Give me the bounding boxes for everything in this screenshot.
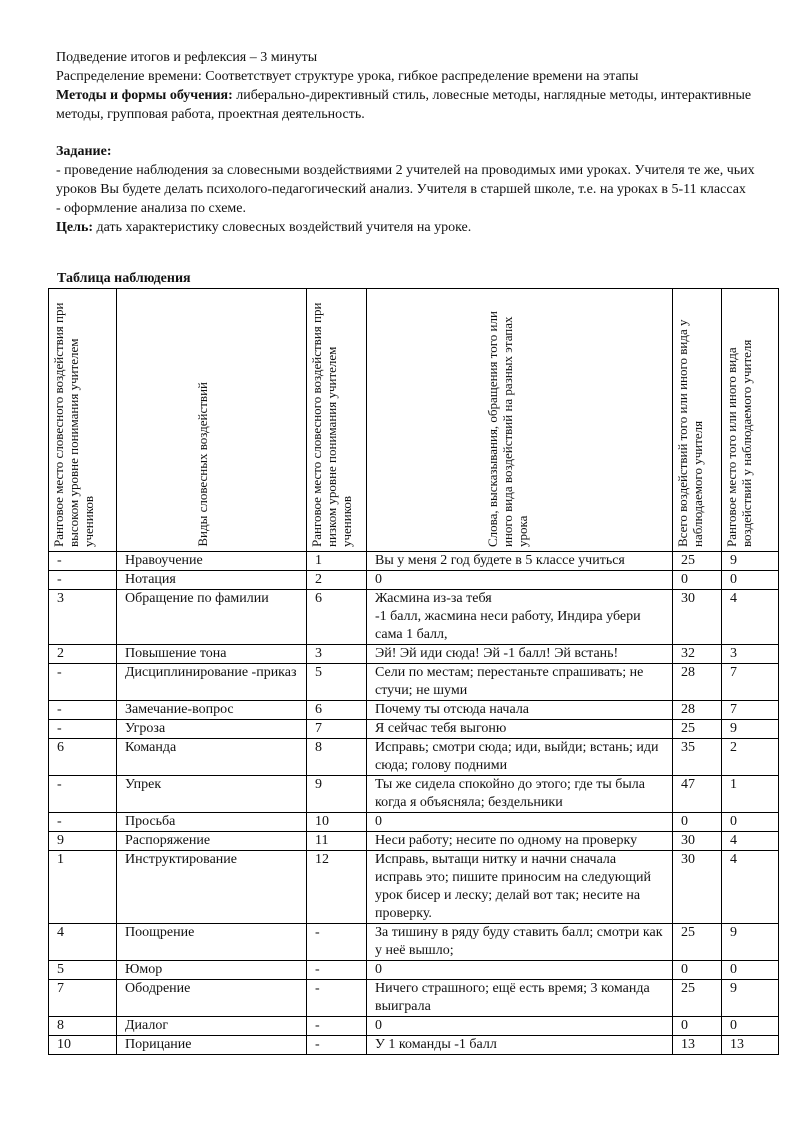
cell-high-level-rank: - [49, 813, 117, 832]
cell-observed-rank: 2 [722, 739, 779, 776]
cell-influence-type: Обращение по фамилии [117, 590, 307, 645]
cell-words: Ты же сидела спокойно до этого; где ты была когда я объясняла; бездельники [367, 776, 673, 813]
cell-low-level-rank: 9 [307, 776, 367, 813]
cell-total-count: 25 [673, 924, 722, 961]
table-row [49, 701, 779, 720]
cell-observed-rank: 9 [722, 552, 779, 571]
cell-influence-type: Нравоучение [117, 552, 307, 571]
cell-low-level-rank: 12 [307, 851, 367, 924]
cell-total-count: 0 [673, 961, 722, 980]
goal-label: Цель: [56, 220, 94, 235]
cell-words: Исправь, вытащи нитку и начни сначала исправь это; пишите приносим на следующий урок бисер и леску; делай вот так; несите на проверку. [367, 851, 673, 924]
cell-high-level-rank: 3 [49, 590, 117, 645]
cell-words: Неси работу; несите по одному на проверку [367, 832, 673, 851]
cell-observed-rank: 9 [722, 980, 779, 1017]
cell-low-level-rank: 6 [307, 701, 367, 720]
cell-high-level-rank: 2 [49, 645, 117, 664]
cell-total-count: 32 [673, 645, 722, 664]
cell-words: 0 [367, 961, 673, 980]
cell-low-level-rank: - [307, 1017, 367, 1036]
cell-low-level-rank: 11 [307, 832, 367, 851]
task-line-1: - проведение наблюдения за словесными воздействиями 2 учителей на проводимых ими уроках. Учителя те же, чьих уроков Вы будете делать психолого-педагогический анализ. Учителя в старшей школе, т.е. на уроках в 5-11 классах [56, 163, 755, 197]
cell-influence-type: Повышение тона [117, 645, 307, 664]
cell-words: Ничего страшного; ещё есть время; 3 команда выиграла [367, 980, 673, 1017]
cell-influence-type: Диалог [117, 1017, 307, 1036]
table-row [49, 1017, 779, 1036]
goal-text: дать характеристику словесных воздействий учителя на уроке. [93, 220, 472, 235]
table-row [49, 1036, 779, 1055]
cell-high-level-rank: - [49, 720, 117, 739]
cell-influence-type: Нотация [117, 571, 307, 590]
cell-total-count: 0 [673, 571, 722, 590]
cell-influence-type: Дисциплинирование -приказ [117, 664, 307, 701]
table-row [49, 720, 779, 739]
cell-observed-rank: 0 [722, 571, 779, 590]
cell-influence-type: Упрек [117, 776, 307, 813]
cell-total-count: 25 [673, 552, 722, 571]
header-high-level-rank: Ранговое место словесного воздействия при высоком уровне понимания учителем учеников [49, 289, 117, 552]
cell-observed-rank: 9 [722, 924, 779, 961]
methods-paragraph [56, 86, 756, 124]
cell-observed-rank: 9 [722, 720, 779, 739]
cell-influence-type: Ободрение [117, 980, 307, 1017]
cell-low-level-rank: 7 [307, 720, 367, 739]
cell-total-count: 0 [673, 813, 722, 832]
cell-observed-rank: 0 [722, 961, 779, 980]
cell-observed-rank: 4 [722, 832, 779, 851]
table-title: Таблица наблюдения [57, 271, 191, 286]
cell-influence-type: Инструктирование [117, 851, 307, 924]
cell-low-level-rank: 3 [307, 645, 367, 664]
table-row [49, 832, 779, 851]
cell-words: Жасмина из-за тебя -1 балл, жасмина неси работу, Индира убери сама 1 балл, [367, 590, 673, 645]
cell-low-level-rank: 5 [307, 664, 367, 701]
cell-low-level-rank: 6 [307, 590, 367, 645]
task-line-2: - оформление анализа по схеме. [56, 201, 247, 216]
cell-low-level-rank: - [307, 924, 367, 961]
cell-total-count: 47 [673, 776, 722, 813]
cell-observed-rank: 3 [722, 645, 779, 664]
methods-label: Методы и формы обучения: [56, 88, 233, 103]
cell-low-level-rank: 10 [307, 813, 367, 832]
cell-high-level-rank: - [49, 571, 117, 590]
cell-total-count: 35 [673, 739, 722, 776]
cell-observed-rank: 4 [722, 590, 779, 645]
cell-influence-type: Просьба [117, 813, 307, 832]
table-header-row [49, 289, 779, 552]
task-label: Задание: [56, 144, 112, 159]
table-row [49, 851, 779, 924]
cell-observed-rank: 7 [722, 664, 779, 701]
cell-observed-rank: 4 [722, 851, 779, 924]
cell-influence-type: Распоряжение [117, 832, 307, 851]
table-row [49, 552, 779, 571]
cell-high-level-rank: 7 [49, 980, 117, 1017]
time-distribution-line: Распределение времени: Соответствует структуре урока, гибкое распределение времени на этапы [56, 69, 639, 84]
cell-low-level-rank: 1 [307, 552, 367, 571]
cell-influence-type: Угроза [117, 720, 307, 739]
cell-influence-type: Замечание-вопрос [117, 701, 307, 720]
cell-high-level-rank: - [49, 552, 117, 571]
table-body [49, 552, 779, 1055]
cell-high-level-rank: 6 [49, 739, 117, 776]
cell-total-count: 0 [673, 1017, 722, 1036]
cell-high-level-rank: 1 [49, 851, 117, 924]
cell-total-count: 13 [673, 1036, 722, 1055]
cell-high-level-rank: 4 [49, 924, 117, 961]
cell-words: Почему ты отсюда начала [367, 701, 673, 720]
cell-high-level-rank: - [49, 776, 117, 813]
cell-words: За тишину в ряду буду ставить балл; смотри как у неё вышло; [367, 924, 673, 961]
cell-high-level-rank: - [49, 701, 117, 720]
cell-words: Я сейчас тебя выгоню [367, 720, 673, 739]
cell-observed-rank: 0 [722, 1017, 779, 1036]
cell-high-level-rank: - [49, 664, 117, 701]
cell-total-count: 30 [673, 590, 722, 645]
cell-observed-rank: 0 [722, 813, 779, 832]
cell-observed-rank: 1 [722, 776, 779, 813]
header-total-count: Всего воздействий того или иного вида у наблюдаемого учителя [673, 289, 722, 552]
header-observed-rank: Ранговое место того или иного вида воздействий у наблюдаемого учителя [722, 289, 779, 552]
cell-words: 0 [367, 571, 673, 590]
cell-observed-rank: 7 [722, 701, 779, 720]
methods-text: либерально-директивный стиль, ловесные методы, наглядные методы, интерактивные методы, групповая работа, проектная деятельность. [56, 88, 752, 122]
observation-table [48, 288, 779, 1055]
cell-influence-type: Юмор [117, 961, 307, 980]
cell-words: 0 [367, 813, 673, 832]
cell-influence-type: Порицание [117, 1036, 307, 1055]
cell-high-level-rank: 9 [49, 832, 117, 851]
cell-total-count: 28 [673, 664, 722, 701]
header-influence-type: Виды словесных воздействий [117, 289, 307, 552]
cell-words: Вы у меня 2 год будете в 5 классе учиться [367, 552, 673, 571]
cell-high-level-rank: 8 [49, 1017, 117, 1036]
cell-words: У 1 команды -1 балл [367, 1036, 673, 1055]
cell-low-level-rank: - [307, 961, 367, 980]
cell-low-level-rank: - [307, 980, 367, 1017]
cell-observed-rank: 13 [722, 1036, 779, 1055]
table-row [49, 645, 779, 664]
table-row [49, 739, 779, 776]
table-row [49, 961, 779, 980]
cell-influence-type: Поощрение [117, 924, 307, 961]
header-words-statements: Слова, высказывания, обращения того или иного вида воздействий на разных этапах урока [367, 289, 673, 552]
goal-paragraph [56, 218, 756, 237]
table-row [49, 776, 779, 813]
cell-low-level-rank: - [307, 1036, 367, 1055]
cell-influence-type: Команда [117, 739, 307, 776]
cell-total-count: 30 [673, 832, 722, 851]
table-row [49, 813, 779, 832]
cell-words: Эй! Эй иди сюда! Эй -1 балл! Эй встань! [367, 645, 673, 664]
cell-words: Исправь; смотри сюда; иди, выйди; встань; иди сюда; голову подними [367, 739, 673, 776]
table-row [49, 924, 779, 961]
table-row [49, 590, 779, 645]
cell-low-level-rank: 8 [307, 739, 367, 776]
intro-section [56, 48, 756, 237]
cell-total-count: 28 [673, 701, 722, 720]
cell-words: 0 [367, 1017, 673, 1036]
table-row [49, 571, 779, 590]
cell-low-level-rank: 2 [307, 571, 367, 590]
cell-total-count: 25 [673, 980, 722, 1017]
table-row [49, 980, 779, 1017]
header-low-level-rank: Ранговое место словесного воздействия при низком уровне понимания учителем учеников [307, 289, 367, 552]
cell-total-count: 25 [673, 720, 722, 739]
cell-total-count: 30 [673, 851, 722, 924]
summary-line: Подведение итогов и рефлексия – 3 минуты [56, 50, 318, 65]
cell-words: Сели по местам; перестаньте спрашивать; не стучи; не шуми [367, 664, 673, 701]
cell-high-level-rank: 10 [49, 1036, 117, 1055]
table-row [49, 664, 779, 701]
cell-high-level-rank: 5 [49, 961, 117, 980]
